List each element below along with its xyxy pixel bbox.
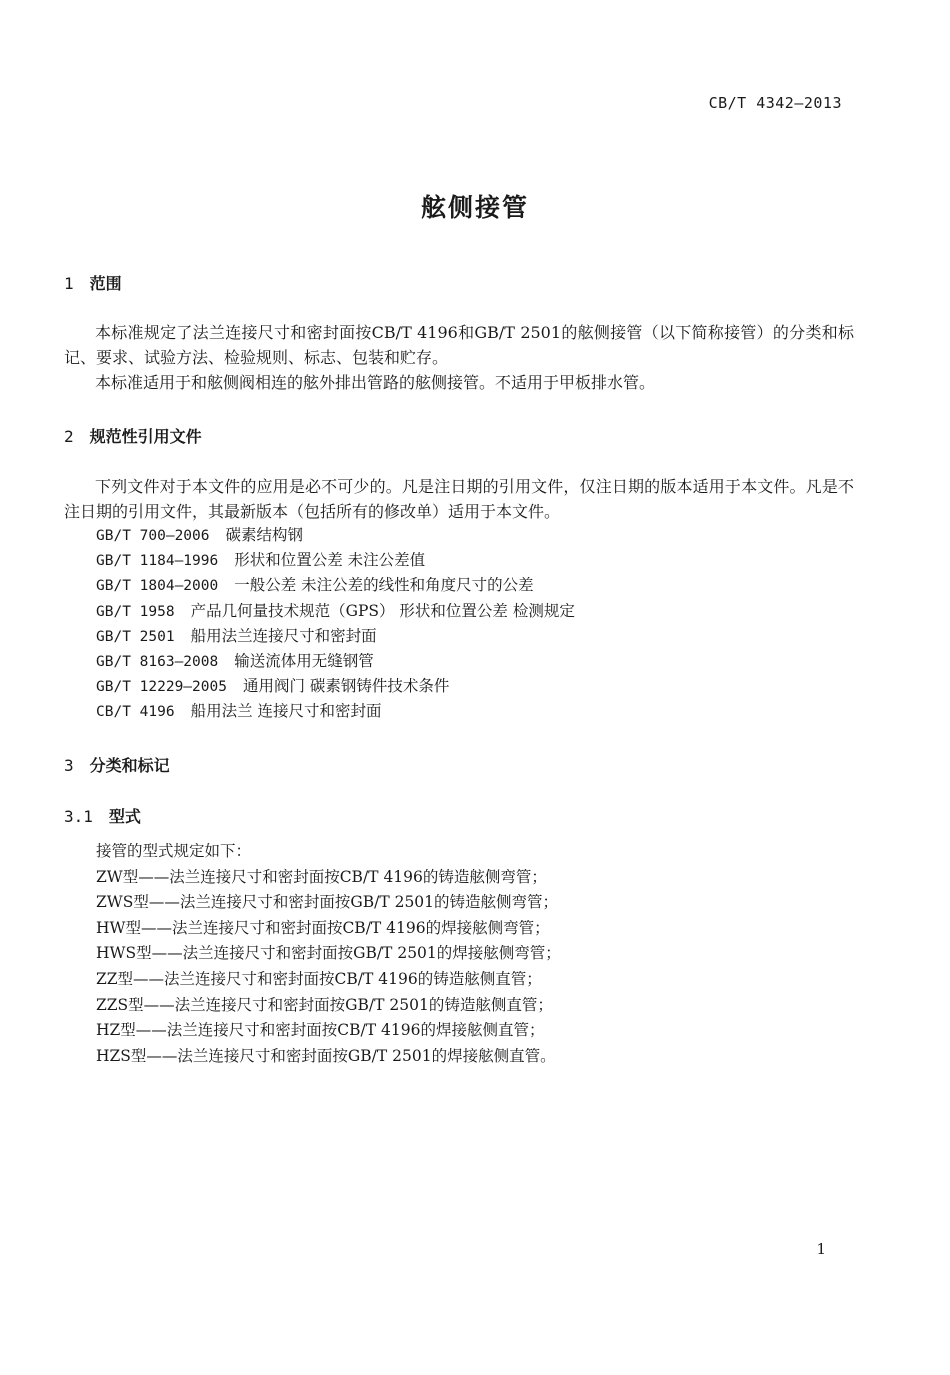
reference-code: GB/T 12229—2005: [96, 679, 227, 696]
reference-item: [96, 548, 575, 573]
reference-item: [96, 523, 575, 548]
type-item: HZ型——法兰连接尺寸和密封面按CB/T 4196的焊接舷侧直管；: [96, 1021, 545, 1040]
type-item: ZZ型——法兰连接尺寸和密封面按CB/T 4196的铸造舷侧直管；: [96, 969, 542, 988]
reference-code: GB/T 1184—1996: [96, 553, 219, 570]
section-title: 范围: [89, 274, 122, 293]
section-title: 分类和标记: [89, 756, 170, 775]
section-number: 3.1: [64, 807, 93, 826]
reference-code: GB/T 1804—2000: [96, 578, 219, 595]
type-item: ZZS型——法兰连接尺寸和密封面按GB/T 2501的铸造舷侧直管；: [96, 995, 553, 1014]
type-item: ZW型——法兰连接尺寸和密封面按CB/T 4196的铸造舷侧弯管；: [96, 867, 547, 886]
reference-item: [96, 674, 575, 699]
reference-title: 碳素结构钢: [225, 526, 304, 544]
references-intro-block: [64, 474, 854, 524]
scope-paragraph-2: 本标准适用于和舷侧阀相连的舷外排出管路的舷侧接管。不适用于甲板排水管。: [95, 373, 656, 392]
reference-title: 通用阀门 碳素钢铸件技术条件: [242, 677, 450, 696]
section-heading-scope: [64, 271, 122, 294]
reference-list: [96, 523, 575, 725]
section-title: 规范性引用文件: [89, 427, 202, 446]
references-intro: 下列文件对于本文件的应用是必不可少的。凡是注日期的引用文件，仅注日期的版本适用于本文件。凡是不注日期的引用文件，其最新版本（包括所有的修改单）适用于本文件。: [64, 477, 854, 521]
reference-item: [96, 624, 575, 649]
type-item: HW型——法兰连接尺寸和密封面按CB/T 4196的焊接舷侧弯管；: [96, 918, 550, 937]
section-number: 2: [64, 427, 74, 446]
section-title: 型式: [108, 807, 141, 826]
reference-code: GB/T 2501: [96, 628, 175, 645]
section-heading-references: [64, 424, 202, 447]
types-intro: 接管的型式规定如下：: [96, 842, 252, 860]
type-item: HZS型——法兰连接尺寸和密封面按GB/T 2501的焊接舷侧直管。: [96, 1046, 556, 1065]
reference-code: GB/T 1958: [96, 603, 175, 620]
reference-title: 船用法兰连接尺寸和密封面: [190, 626, 377, 645]
reference-title: 一般公差 未注公差的线性和角度尺寸的公差: [234, 576, 534, 595]
reference-item: [96, 649, 575, 674]
reference-code: GB/T 700—2006: [96, 528, 210, 544]
document-title: 舷侧接管: [420, 193, 529, 222]
type-item: ZWS型——法兰连接尺寸和密封面按GB/T 2501的铸造舷侧弯管；: [96, 893, 559, 912]
reference-title: 形状和位置公差 未注公差值: [234, 551, 426, 570]
reference-code: GB/T 8163—2008: [96, 653, 219, 670]
reference-item: [96, 699, 575, 724]
scope-paragraph-1: 本标准规定了法兰连接尺寸和密封面按CB/T 4196和GB/T 2501的舷侧接管（以下简称接管）的分类和标记、要求、试验方法、检验规则、标志、包装和贮存。: [64, 323, 854, 367]
reference-code: CB/T 4196: [96, 704, 175, 721]
scope-body: [64, 320, 854, 395]
page-number: 1: [816, 1240, 826, 1258]
section-number: 1: [64, 274, 74, 293]
section-number: 3: [64, 756, 74, 775]
standard-code: CB/T 4342—2013: [708, 94, 842, 112]
type-list: [96, 839, 561, 1069]
section-heading-classification: [64, 753, 170, 776]
reference-title: 船用法兰 连接尺寸和密封面: [190, 702, 382, 721]
reference-title: 输送流体用无缝钢管: [234, 651, 374, 670]
type-item: HWS型——法兰连接尺寸和密封面按GB/T 2501的焊接舷侧弯管；: [96, 944, 561, 963]
reference-item: [96, 573, 575, 598]
reference-title: 产品几何量技术规范（GPS） 形状和位置公差 检测规定: [190, 601, 575, 620]
section-heading-types: [64, 804, 141, 827]
reference-item: [96, 599, 575, 624]
